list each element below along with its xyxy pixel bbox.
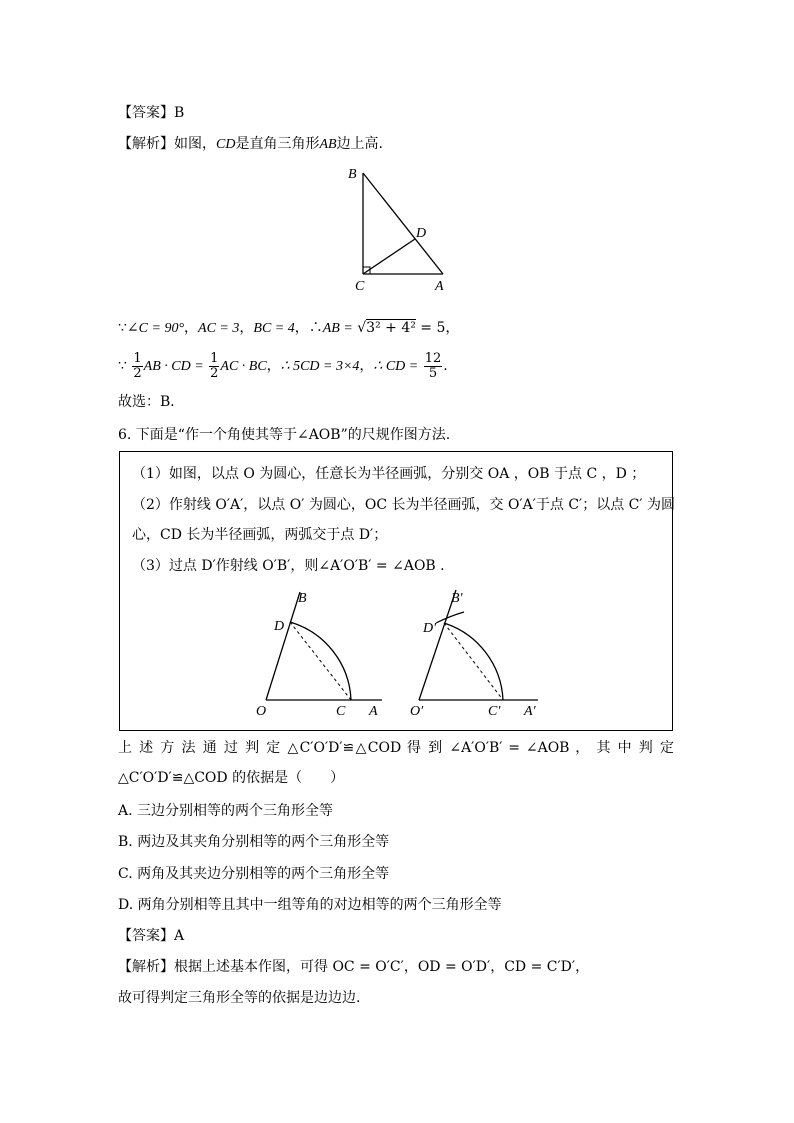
answer-value: A [174,928,185,944]
equation-line-2: ∵ $\frac{1}{2}$ AB · CD = $\frac{1}{2}$ AC · BC，∴ 5CD = 3×4，∴ CD = $\frac{12}{5}$ . [118,350,448,381]
label-b: B [298,591,307,606]
eq-cd: ∴ CD = [373,359,419,374]
numerator: 1 [133,350,142,366]
segment-ab: AB [319,137,337,152]
construction-steps-box [119,451,676,731]
label-d: D [274,619,285,634]
q6-question-line-1: 上 述 方 法 通 过 判 定 △C′O′D′≌△COD 得 到 ∠A′O′B′ = ∠AOB ， 其 中 判 定 [118,740,674,756]
fraction-half [132,352,142,381]
label-a: A [435,279,444,294]
analysis-tag: 【解析】 [118,959,174,975]
q6-answer-line [118,926,184,946]
analysis-intro: 如图， [174,136,216,152]
q5-analysis-line [118,134,383,155]
q5-conclusion: 故选：B． [118,394,185,410]
fraction-half-2 [209,352,219,381]
label-c: C [355,279,365,294]
q6-stem: 6. 下面是“作一个角使其等于∠AOB”的尺规作图方法. [118,427,451,443]
label-b-prime: B′ [451,591,463,606]
fraction-12-5 [424,352,443,381]
answer-tag: 【答案】 [118,928,174,944]
figure-constructed-angle [410,590,538,719]
option-a: A. 三边分别相等的两个三角形全等 [118,803,334,819]
numerator: 12 [424,350,442,366]
step-2b: 心，CD 长为半径画弧，两弧交于点 D′； [132,527,388,543]
construction-figure [120,452,672,730]
eq-abcd: AB · CD = [143,359,204,374]
eq-bc: BC = 4 [253,321,295,336]
analysis-text-end: 边上高. [336,136,384,152]
eq-result: = 5 [420,320,446,336]
option-b: B. 两边及其夹角分别相等的两个三角形全等 [118,834,390,850]
label-c-prime: C′ [488,704,501,719]
segment-cd: CD [216,137,236,152]
label-a: A [369,704,378,719]
therefore-symbol: ∴ [308,320,323,336]
eq-ac: AC = 3 [198,321,240,336]
q6-analysis-line [118,957,589,977]
step-3: （3）过点 D′作射线 O′B′，则∠A′O′B′ = ∠AOB . [132,558,445,574]
label-c: C [336,704,346,719]
label-d-prime: D′ [423,621,437,636]
step-1: （1）如图，以点 O 为圆心，任意长为半径画弧，分别交 OA ，OB 于点 C ，D ； [132,466,646,482]
equation-line-1: ∵∠C = 90°，AC = 3，BC = 4，∴AB = √3² + 4² = 5， [118,320,460,336]
answer-tag: 【答案】 [118,105,174,121]
denominator: 2 [210,365,219,381]
right-triangle-figure [340,160,460,295]
eq-5cd: ∴ 5CD = 3×4 [280,359,360,374]
option-d: D. 两角分别相等且其中一组等角的对边相等的两个三角形全等 [118,897,502,913]
label-o-prime: O′ [410,704,424,719]
eq-acbc: AC · BC [220,359,267,374]
sqrt-content: 3² + 4² [366,320,416,336]
figure-original-angle [256,591,382,719]
option-c: C. 两角及其夹边分别相等的两个三角形全等 [118,866,390,882]
sqrt-symbol: √ [357,320,367,336]
q6-question-line-2: △C′O′D′≌△COD 的依据是（ ） [118,770,345,786]
denominator: 2 [133,365,142,381]
label-d: D [416,226,427,241]
eq-angle: ∠C = 90° [126,321,185,336]
analysis-tag: 【解析】 [118,136,174,152]
label-o: O [256,704,267,719]
q6-analysis-line-2: 故可得判定三角形全等的依据是边边边. [118,990,361,1006]
analysis-text: 是直角三角形 [235,136,320,152]
because-symbol: ∵ [118,320,127,336]
q5-answer-line [118,103,184,123]
step-2a: （2）作射线 O′A′，以点 O′ 为圆心，OC 长为半径画弧，交 O′A′于点 C′；以点 C′ 为圆 [132,497,676,513]
answer-value: B [174,105,185,121]
eq-ab: AB = [322,321,353,336]
because-symbol: ∵ [118,358,127,374]
denominator: 5 [428,365,438,381]
numerator: 1 [210,350,219,366]
label-a-prime: A′ [524,704,536,719]
label-b: B [348,167,357,182]
analysis-text: 根据上述基本作图，可得 OC = O′C′，OD = O′D′，CD = C′D′， [174,959,590,975]
